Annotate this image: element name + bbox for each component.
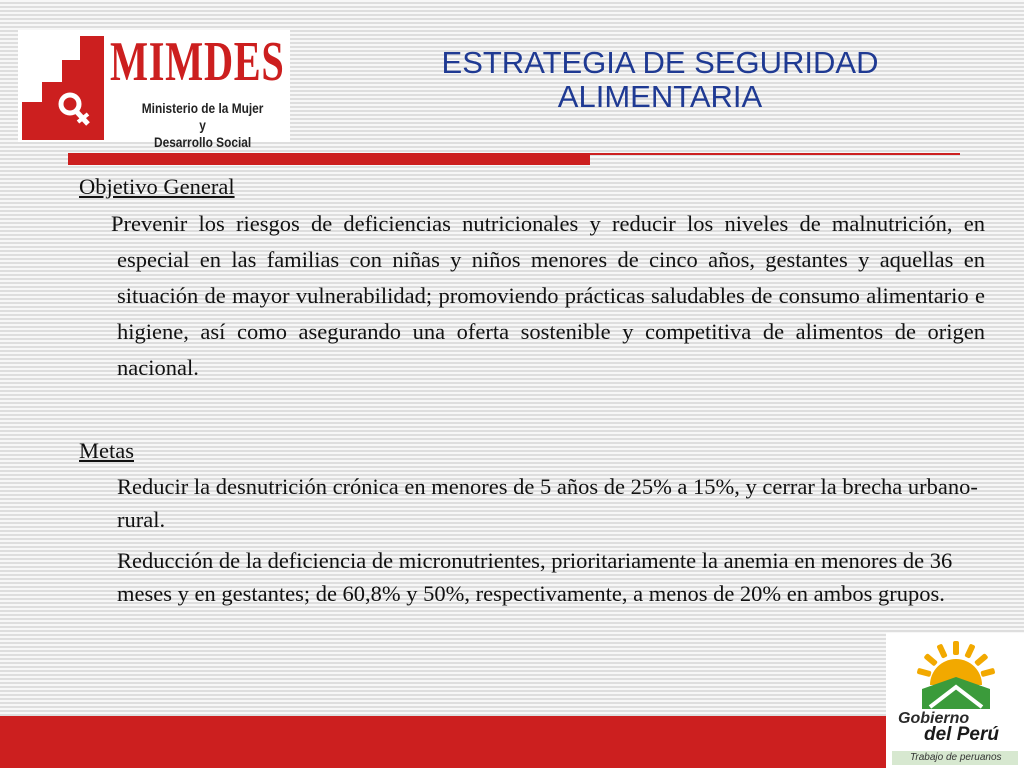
goal-item-2: Reducción de la deficiencia de micronutrientes, prioritariamente la anemia en menores de 36 meses y en gestantes; de 60,8% y 50%, respectivamente, a menos de 20% en ambos grupos.	[117, 548, 953, 606]
mimdes-wordmark: MIMDES	[110, 31, 285, 93]
mimdes-logo	[18, 30, 290, 150]
slide-title	[420, 46, 900, 114]
goals-heading: Metas	[79, 438, 134, 463]
mimdes-subtitle-line-2: Desarrollo Social	[153, 134, 252, 150]
sun-emblem-icon	[916, 641, 996, 711]
stairs-female-symbol-icon	[18, 30, 118, 142]
slide-content	[79, 172, 985, 610]
objective-text: Prevenir los riesgos de deficiencias nutricionales y reducir los niveles de malnutrición, en especial en las familias con niñas y niños menores de cinco años, gestantes y aquellas en situación de mayor vulnerabilidad; promoviendo prácticas saludables de consumo alimentario e higiene, así como asegurando una oferta sostenible y competitiva de alimentos de origen nacional.	[111, 211, 985, 380]
gobierno-peru-line-2: del Perú	[924, 724, 999, 745]
mimdes-subtitle-line-1: Ministerio de la Mujer y	[141, 100, 264, 133]
slide-title-line-2: ALIMENTARIA	[557, 79, 763, 114]
mimdes-subtitle	[138, 100, 267, 151]
slide-title-line-1: ESTRATEGIA DE SEGURIDAD	[441, 45, 879, 80]
objective-heading: Objetivo General	[79, 174, 235, 199]
footer-bar	[0, 716, 1024, 768]
title-divider-thin	[590, 153, 960, 155]
goal-item-1: Reducir la desnutrición crónica en menores de 5 años de 25% a 15%, y cerrar la brecha urbano-rural.	[117, 474, 978, 532]
title-divider-thick	[68, 153, 590, 165]
gobierno-peru-tagline: Trabajo de peruanos	[910, 752, 1002, 763]
section-spacer	[79, 386, 985, 436]
gobierno-peru-name	[898, 711, 999, 743]
gobierno-peru-line-1: Gobierno	[898, 710, 970, 727]
gobierno-peru-logo	[886, 633, 1024, 768]
